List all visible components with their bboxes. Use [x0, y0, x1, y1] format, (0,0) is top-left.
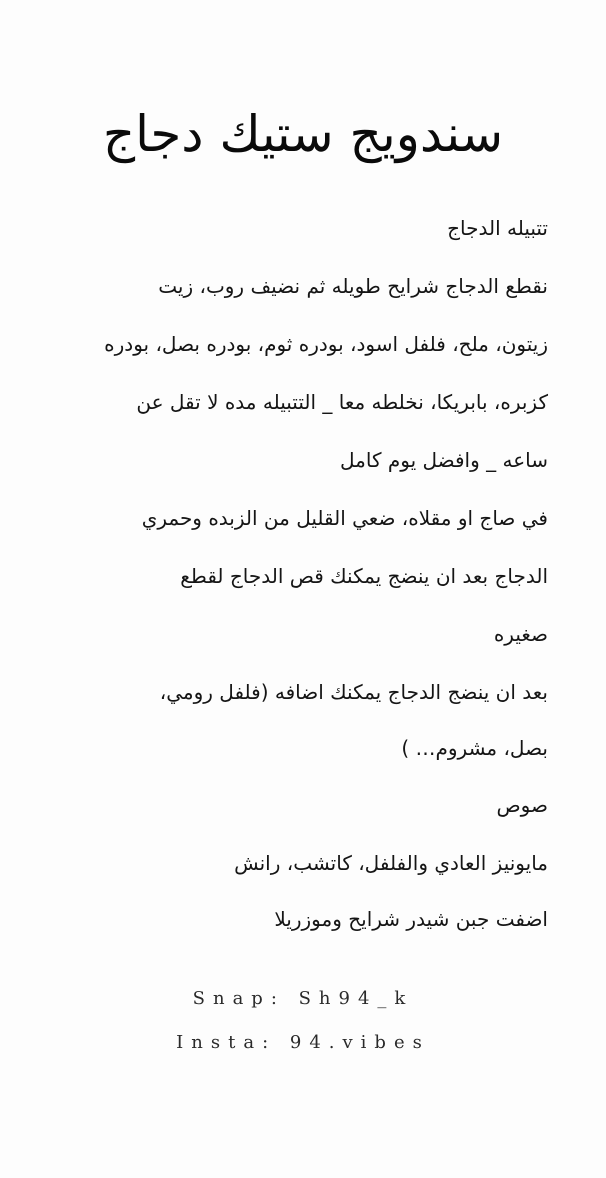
sauce-heading: صوص	[496, 793, 548, 817]
recipe-line: بعد ان ينضج الدجاج يمكنك اضافه (فلفل رومي،	[159, 680, 548, 704]
recipe-line: ساعه _ وافضل يوم كامل	[340, 448, 548, 472]
insta-handle: Insta: 94.vibes	[176, 1032, 430, 1053]
recipe-title: سندويج ستيك دجاج	[102, 105, 504, 163]
recipe-line: بصل، مشروم… )	[401, 736, 548, 760]
marinade-heading: تتبيله الدجاج	[447, 216, 548, 240]
recipe-line: اضفت جبن شيدر شرايح وموزريلا	[274, 907, 548, 931]
recipe-line: مايونيز العادي والفلفل، كاتشب، رانش	[234, 851, 548, 875]
recipe-line: الدجاج بعد ان ينضج يمكنك قص الدجاج لقطع	[180, 564, 548, 588]
snap-handle: Snap: Sh94_k	[192, 988, 414, 1009]
recipe-line: صغيره	[493, 622, 548, 646]
recipe-line: كزبره، بابريكا، نخلطه معا _ التتبيله مده لا تقل عن	[136, 390, 548, 414]
recipe-line: زيتون، ملح، فلفل اسود، بودره ثوم، بودره بصل، بودره	[104, 332, 548, 356]
recipe-line: في صاج او مقلاه، ضعي القليل من الزبده وحمري	[141, 506, 548, 530]
recipe-line: نقطع الدجاج شرايح طويله ثم نضيف روب، زيت	[158, 274, 548, 298]
